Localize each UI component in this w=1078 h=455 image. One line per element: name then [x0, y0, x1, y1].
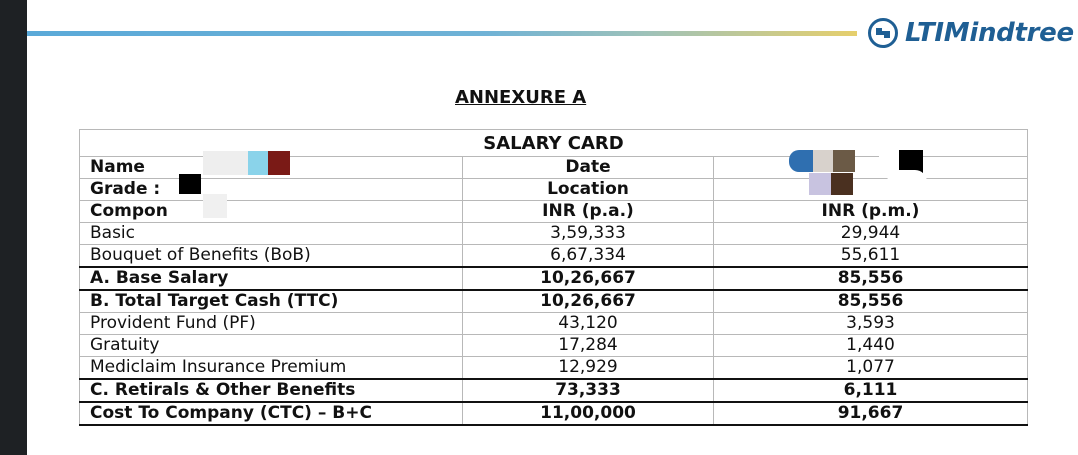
annexure-title: ANNEXURE A: [455, 87, 587, 108]
table-row: [80, 335, 1028, 357]
row-label-cell: Compon: [80, 201, 463, 223]
monthly-value-cell: [714, 179, 1028, 201]
table-row: [80, 379, 1028, 402]
redaction-block: [813, 150, 833, 172]
row-label-cell: Provident Fund (PF): [80, 313, 463, 335]
table-row: [80, 267, 1028, 290]
annual-value-cell: 10,26,667: [463, 267, 714, 290]
dark-left-edge: [0, 0, 27, 455]
row-label-cell: Basic: [80, 223, 463, 245]
annual-value-cell: 43,120: [463, 313, 714, 335]
monthly-value-cell: 6,111: [714, 379, 1028, 402]
monthly-value-cell: 85,556: [714, 290, 1028, 313]
table-row: [80, 357, 1028, 380]
monthly-value-cell: 91,667: [714, 402, 1028, 425]
table-row: [80, 245, 1028, 268]
monthly-value-cell: INR (p.m.): [714, 201, 1028, 223]
redaction-block: [833, 150, 855, 172]
monthly-value-cell: 3,593: [714, 313, 1028, 335]
row-label-cell: Grade :: [80, 179, 463, 201]
row-label-cell: A. Base Salary: [80, 267, 463, 290]
table-row: [80, 290, 1028, 313]
redaction-block: [789, 150, 813, 172]
annual-value-cell: 6,67,334: [463, 245, 714, 268]
monthly-value-cell: 29,944: [714, 223, 1028, 245]
annual-value-cell: 73,333: [463, 379, 714, 402]
ltimindtree-logo-icon: [867, 17, 899, 49]
monthly-value-cell: 1,077: [714, 357, 1028, 380]
company-logo: [867, 15, 1074, 51]
annual-value-cell: Date: [463, 157, 714, 179]
redaction-block: [809, 173, 831, 195]
redaction-block: [179, 174, 201, 194]
table-row: [80, 223, 1028, 245]
redaction-block: [887, 170, 927, 194]
monthly-value-cell: 85,556: [714, 267, 1028, 290]
monthly-value-cell: [714, 157, 1028, 179]
annual-value-cell: Location: [463, 179, 714, 201]
row-label-cell: Name: [80, 157, 463, 179]
annual-value-cell: 11,00,000: [463, 402, 714, 425]
redaction-block: [248, 151, 268, 175]
row-label-cell: Mediclaim Insurance Premium: [80, 357, 463, 380]
row-label-cell: B. Total Target Cash (TTC): [80, 290, 463, 313]
annual-value-cell: 10,26,667: [463, 290, 714, 313]
redaction-block: [831, 173, 853, 195]
table-caption: SALARY CARD: [80, 130, 1028, 157]
monthly-value-cell: 55,611: [714, 245, 1028, 268]
row-label-cell: Cost To Company (CTC) – B+C: [80, 402, 463, 425]
logo-text: LTIMindtree: [905, 18, 1074, 48]
document-page: [27, 0, 1078, 455]
annual-value-cell: 3,59,333: [463, 223, 714, 245]
monthly-value-cell: 1,440: [714, 335, 1028, 357]
annual-value-cell: INR (p.a.): [463, 201, 714, 223]
row-label-cell: C. Retirals & Other Benefits: [80, 379, 463, 402]
row-label-cell: Gratuity: [80, 335, 463, 357]
table-row: [80, 313, 1028, 335]
redaction-block: [203, 194, 227, 218]
annual-value-cell: 12,929: [463, 357, 714, 380]
annual-value-cell: 17,284: [463, 335, 714, 357]
table-row: [80, 402, 1028, 425]
row-label-cell: Bouquet of Benefits (BoB): [80, 245, 463, 268]
redaction-block: [268, 151, 290, 175]
header-gradient-line: [27, 31, 857, 36]
